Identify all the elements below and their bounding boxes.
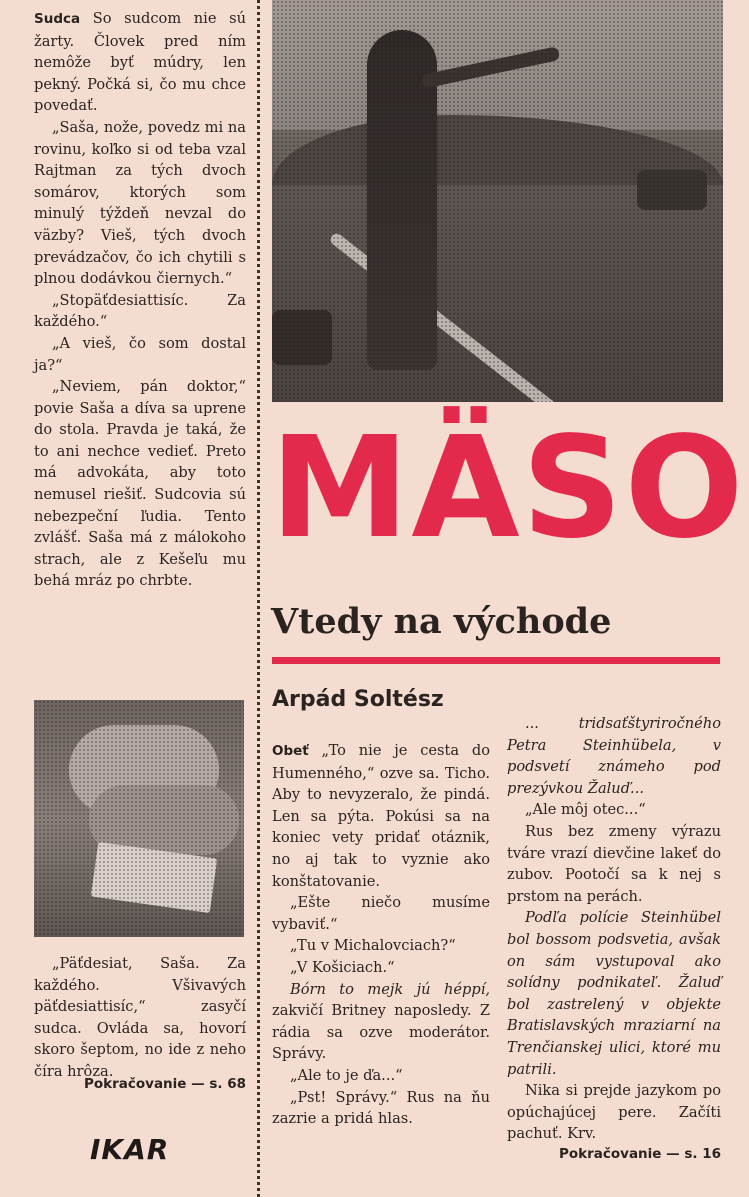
right-column [507,713,721,1145]
mid-paragraph: Obeť „To nie je cesta do Humenného,“ ozve sa. Ticho. Aby to nevyzeralo, že pindá. Len sa pýta. Pokúsi sa na koniec vety pridať otáznik, no aj tak to vyznie ako konštatovanie. [272,742,490,890]
hands-with-phone-photo [34,700,244,937]
title-rule [272,657,720,664]
mid-paragraph: Bórn to mejk jú héppí, zakvičí Britney naposledy. Z rádia sa ozve moderátor. Správy. [272,980,490,1063]
book-title: MÄSO [270,407,746,570]
left-column-tail [34,953,246,1083]
lead-word-obet: Obeť [272,743,309,759]
right-paragraph: Podľa polície Steinhübel bol bossom podsvetia, avšak on sám vystupoval ako solídny podnikateľ. Žaluď bol zastrelený v objekte Bratislavských mraziarní na Trenčianskej ulici, ktoré mu patrili. [507,909,721,1078]
left-tail-paragraph: „Päťdesiat, Saša. Za každého. Všivavých päťdesiattisíc,“ zasyčí sudca. Ovláda sa, hovorí skoro šeptom, no ide z neho číra hrôza. [34,955,246,1080]
right-paragraph: „Ale môj otec...“ [525,801,646,819]
left-paragraph: „Neviem, pán doktor,“ povie Saša a díva sa uprene do stola. Pravda je taká, že to ani nechce vedieť. Preto má advokáta, aby toto nemusel riešiť. Sudcovia sú nebezpeční ľudia. Tento zvlášť. Saša má z málokoho strach, ale z Kešeľu mu behá mráz po chrbte. [34,378,246,590]
ikar-publisher-logo: IKAR [90,1133,170,1166]
right-paragraph: Rus bez zmeny výrazu tváre vrazí dievčine lakeť do zubov. Pootočí sa k nej s prstom na perách. [507,822,721,905]
left-continuation: Pokračovanie — s. 68 [83,1076,246,1092]
right-continuation: Pokračovanie — s. 16 [558,1146,721,1162]
mid-paragraph: „Tu v Michalovciach?“ [290,937,456,955]
right-paragraph: Nika si prejde jazykom po opúchajúcej pere. Začíti pachuť. Krv. [507,1082,721,1143]
hitchhiker-photo [272,0,723,402]
mid-paragraph: „Pst! Správy.“ Rus na ňu zazrie a pridá hlas. [272,1088,490,1128]
dotted-column-divider [257,0,260,1197]
left-paragraph: „Stopäťdesiattisíc. Za každého.“ [34,291,246,331]
left-paragraph: „A vieš, čo som dostal ja?“ [34,334,246,374]
mid-paragraph: „V Košiciach.“ [290,958,395,976]
mid-paragraph: „Ešte niečo musíme vybaviť.“ [272,894,490,933]
left-column [34,8,246,592]
author-name: Arpád Soltész [272,687,444,712]
middle-column [272,740,490,1130]
left-paragraph: Sudca So sudcom nie sú žarty. Človek pred ním nemôže byť múdry, len pekný. Počká si, čo mu chce povedať. [34,10,246,115]
book-subtitle: Vtedy na východe [271,601,612,642]
left-paragraph: „Saša, nože, povedz mi na rovinu, koľko si od teba vzal Rajtman za tých dvoch somárov, ktorých som minulý týždeň nevzal do väzby? Vieš, tých dvoch prevádzačov, čo ich chytili s plnou dodávkou čiernych.“ [34,118,246,288]
lead-word-sudca: Sudca [34,11,81,27]
mid-paragraph: „Ale to je ďa...“ [290,1066,403,1084]
right-paragraph: ... tridsaťštyriročného Petra Steinhübela, v podsvetí známeho pod prezývkou Žaluď... [507,715,721,797]
